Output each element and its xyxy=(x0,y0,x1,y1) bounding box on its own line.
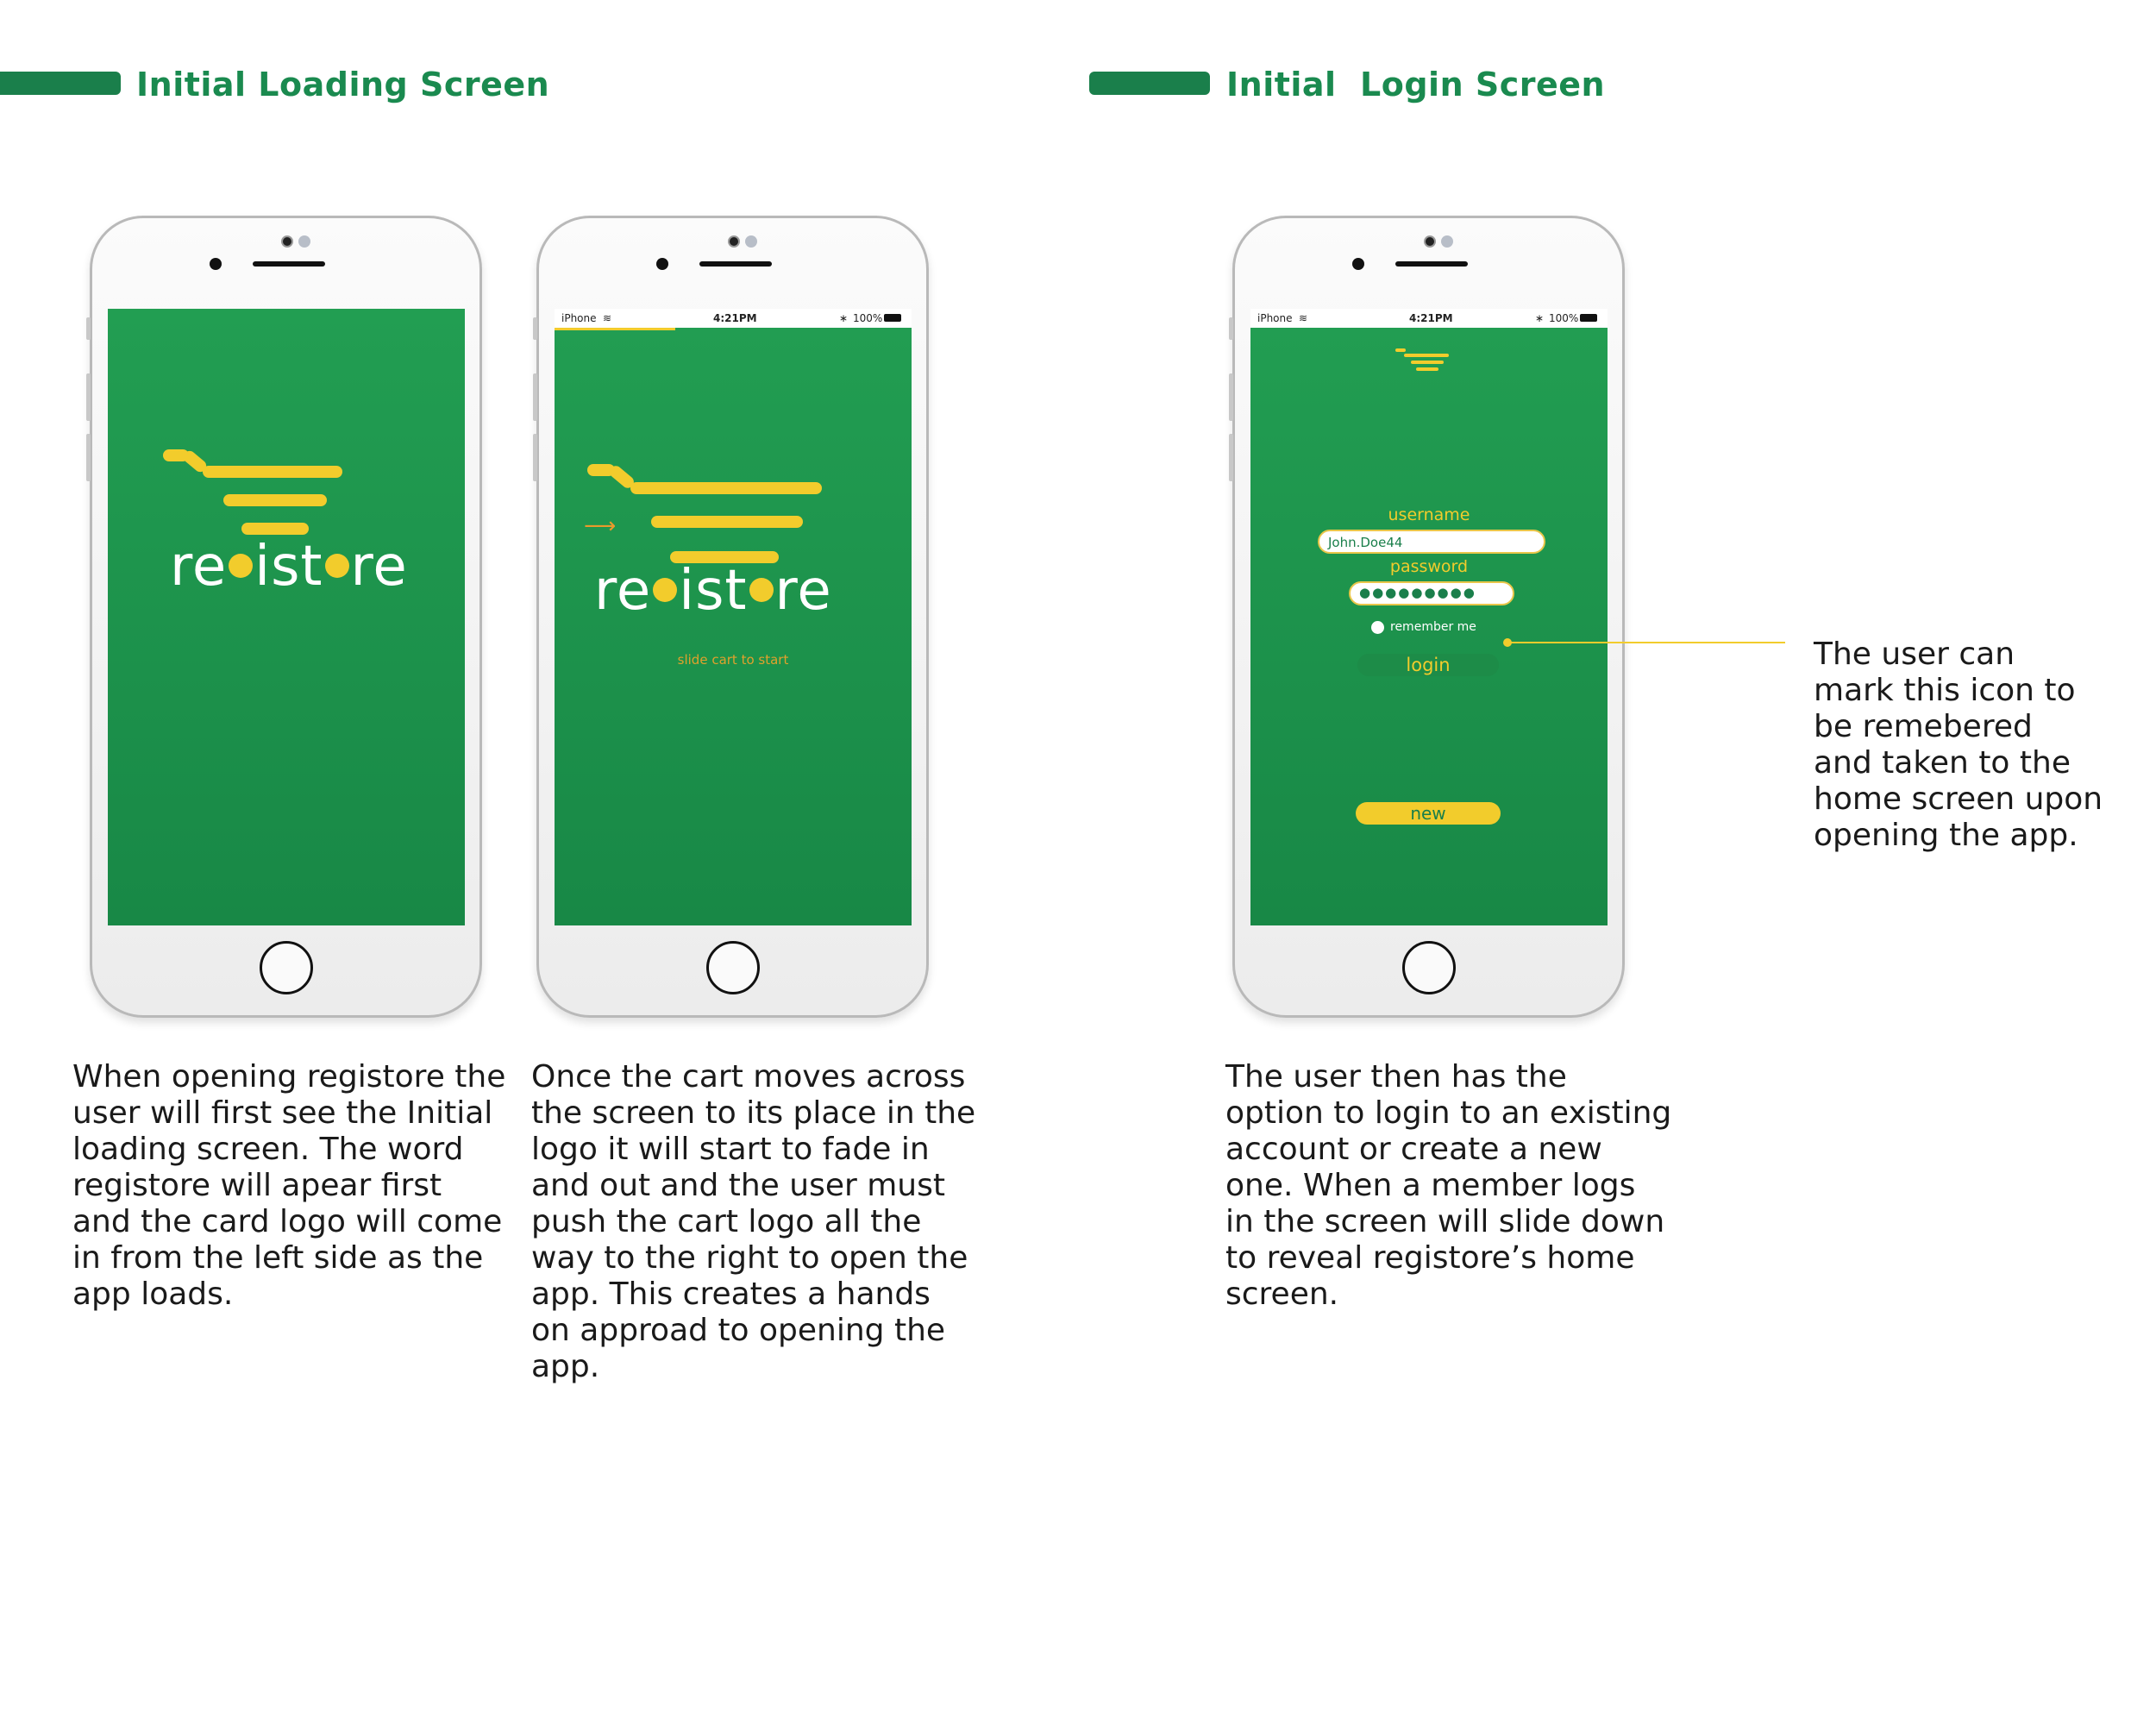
phone-loading-screen xyxy=(90,216,482,1018)
logo-g-dot xyxy=(229,554,253,578)
section-title-loading: Initial Loading Screen xyxy=(136,66,550,104)
cart-line-3 xyxy=(241,523,309,535)
battery-icon xyxy=(1580,314,1597,322)
callout-line xyxy=(1509,642,1785,643)
earpiece-speaker xyxy=(699,261,772,267)
status-carrier: iPhone xyxy=(561,312,597,324)
front-camera xyxy=(210,258,222,270)
cart-logo-icon xyxy=(1395,348,1456,374)
new-account-button[interactable]: new xyxy=(1356,802,1501,825)
wifi-icon: ≋ xyxy=(603,312,612,324)
home-button[interactable] xyxy=(706,941,760,994)
battery-icon xyxy=(884,314,901,322)
login-screen xyxy=(1250,309,1608,925)
status-battery: 100% xyxy=(1549,312,1579,324)
cart-line-2 xyxy=(651,516,803,528)
slide-hint: slide cart to start xyxy=(677,652,789,668)
password-input[interactable]: ●●●●●●●●● xyxy=(1349,581,1514,605)
username-label: username xyxy=(1388,505,1470,524)
section-bar-login xyxy=(1089,72,1210,95)
status-carrier: iPhone xyxy=(1257,312,1293,324)
section-bar-loading xyxy=(0,72,121,95)
front-sensor xyxy=(1441,235,1453,248)
proximity-sensor xyxy=(281,235,293,248)
phone-slide-cart-screen xyxy=(536,216,929,1018)
cart-line-1 xyxy=(203,466,342,478)
arrow-right-icon: ⟶ xyxy=(584,513,617,539)
home-button[interactable] xyxy=(1402,941,1456,994)
cart-description: Once the cart moves across the screen to its place in the logo it will start to fade in and out and the user must push the cart logo all the way to the right to open the app. This creates a hands on approad to opening the app. xyxy=(531,1059,976,1384)
remember-callout-description: The user can mark this icon to be remebered and taken to the home screen upon opening the app. xyxy=(1814,637,2103,853)
front-sensor xyxy=(745,235,757,248)
status-time: 4:21PM xyxy=(1409,312,1453,324)
remember-me-label: remember me xyxy=(1390,620,1476,634)
status-progress-line xyxy=(555,328,675,330)
front-sensor xyxy=(298,235,310,248)
earpiece-speaker xyxy=(1395,261,1468,267)
section-title-login: Initial Login Screen xyxy=(1226,66,1606,104)
bluetooth-icon: ∗ xyxy=(839,312,849,324)
cart-line-1 xyxy=(630,482,822,494)
front-camera xyxy=(1352,258,1364,270)
earpiece-speaker xyxy=(253,261,325,267)
status-time: 4:21PM xyxy=(713,312,757,324)
loading-screen xyxy=(108,309,465,925)
username-input[interactable]: John.Doe44 xyxy=(1318,530,1545,554)
phone-login-screen xyxy=(1232,216,1625,1018)
loading-description: When opening registore the user will first see the Initial loading screen. The word registore will apear first and the card logo will come in from the left side as the app loads. xyxy=(72,1059,506,1312)
remember-me-radio[interactable] xyxy=(1371,621,1384,634)
registore-logo-word: re ist re xyxy=(594,559,832,623)
home-button[interactable] xyxy=(260,941,313,994)
password-label: password xyxy=(1389,557,1469,576)
logo-o-dot xyxy=(325,554,349,578)
slide-cart-screen xyxy=(555,309,912,925)
registore-logo-word: re ist re xyxy=(170,535,408,599)
status-battery: 100% xyxy=(853,312,883,324)
logo-o-dot xyxy=(749,578,774,602)
status-bar xyxy=(1250,309,1608,328)
wifi-icon: ≋ xyxy=(1299,312,1308,324)
login-description: The user then has the option to login to an existing account or create a new one. When a member logs in the screen will slide down to reveal registore’s home screen. xyxy=(1225,1059,1672,1312)
proximity-sensor xyxy=(1424,235,1436,248)
logo-g-dot xyxy=(653,578,677,602)
front-camera xyxy=(656,258,668,270)
cart-line-2 xyxy=(223,494,327,506)
proximity-sensor xyxy=(728,235,740,248)
status-bar xyxy=(555,309,912,328)
bluetooth-icon: ∗ xyxy=(1535,312,1545,324)
login-button[interactable]: login xyxy=(1357,654,1499,676)
